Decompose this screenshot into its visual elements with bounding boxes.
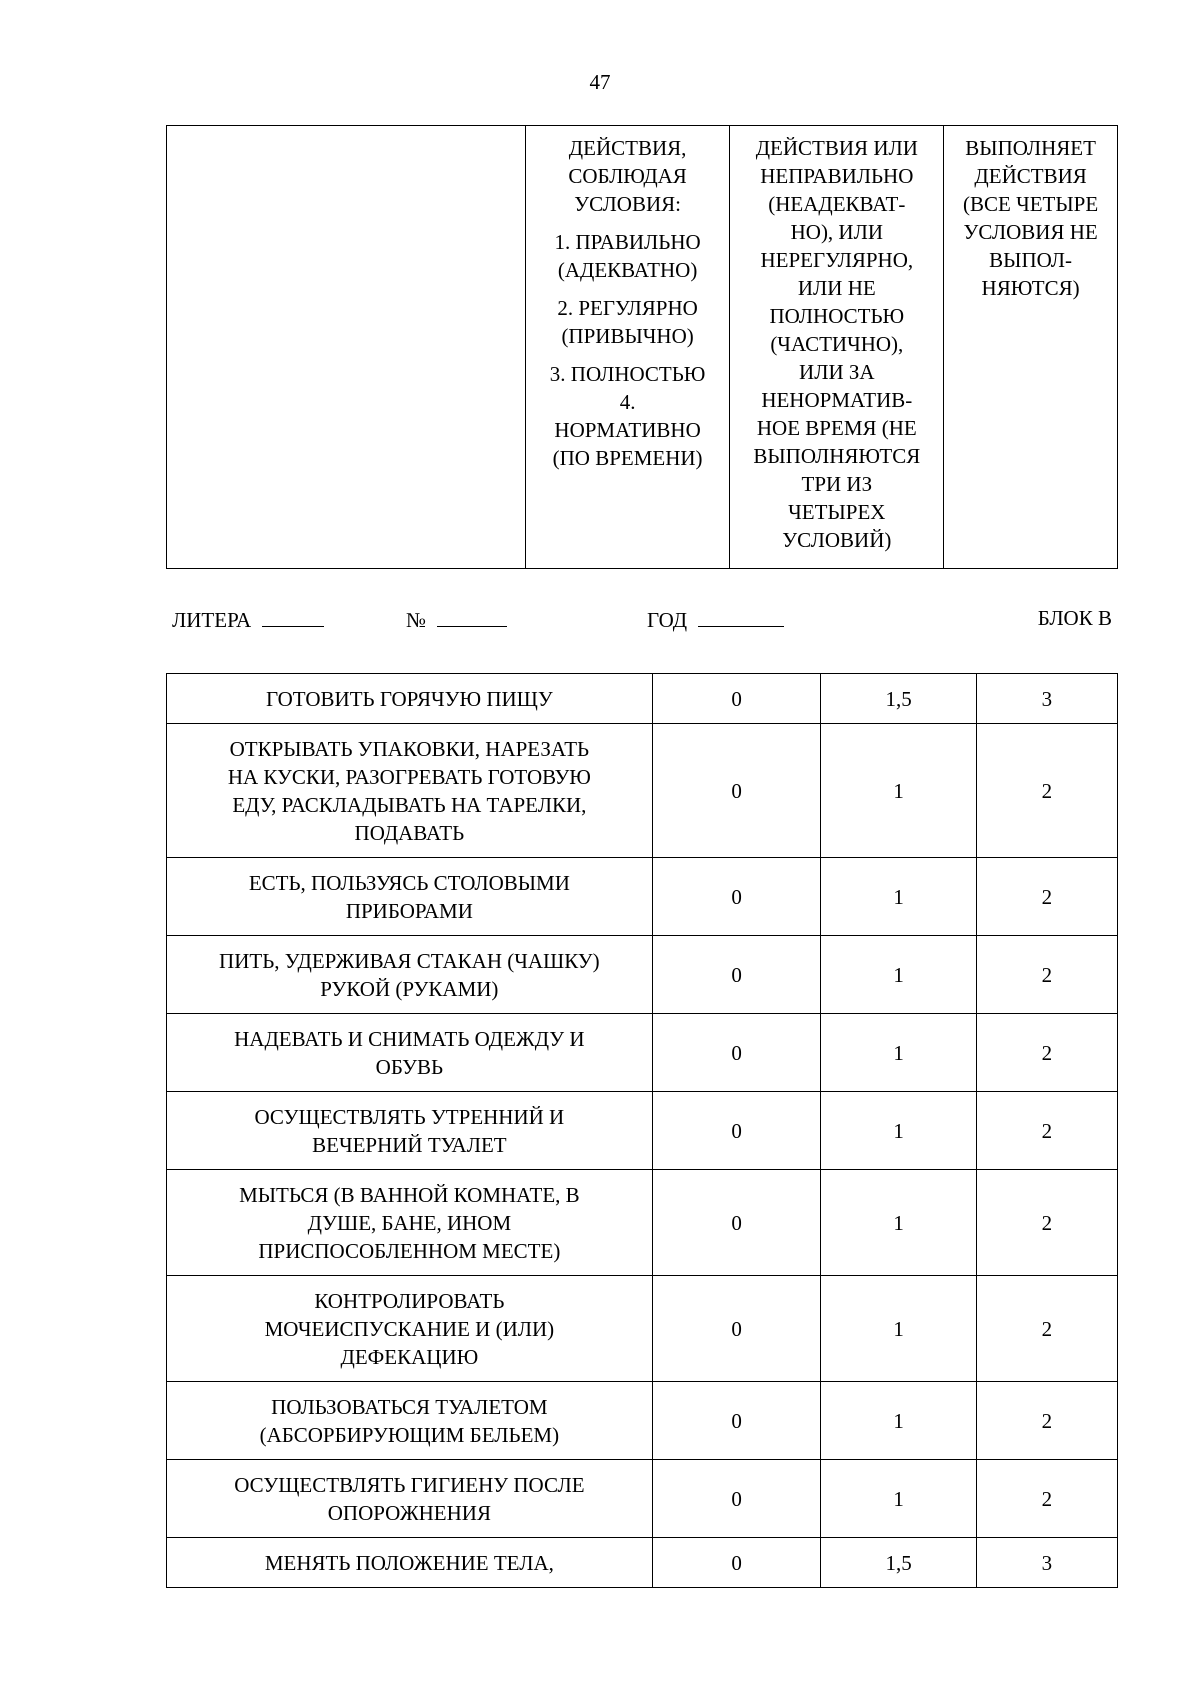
activity-line: ПРИБОРАМИ [345, 898, 473, 923]
score-cell-partial: 1 [821, 936, 976, 1014]
header-line: ВЫПОЛНЯЕТ [965, 136, 1096, 160]
condition-line: (АДЕКВАТНО) [557, 258, 698, 282]
litera-blank [262, 606, 324, 627]
score-cell-full: 0 [652, 724, 821, 858]
activity-line: КОНТРОЛИРОВАТЬ [314, 1288, 505, 1313]
score-cell-none: 2 [976, 1014, 1117, 1092]
activity-line: ОСУЩЕСТВЛЯТЬ УТРЕННИЙ И [254, 1104, 565, 1129]
score-cell-none: 2 [976, 1092, 1117, 1170]
activity-cell [167, 1014, 653, 1092]
condition-line: 4. [619, 390, 636, 414]
table-row [167, 1382, 1118, 1460]
header-line: ВЫПОЛ- [989, 248, 1073, 272]
activity-line: ЕСТЬ, ПОЛЬЗУЯСЬ СТОЛОВЫМИ [248, 870, 570, 895]
activity-cell [167, 936, 653, 1014]
table-row [167, 1092, 1118, 1170]
activity-cell [167, 1460, 653, 1538]
activity-cell [167, 1382, 653, 1460]
score-cell-none: 3 [976, 1538, 1117, 1588]
score-cell-partial: 1 [821, 1170, 976, 1276]
activity-line: ПОДАВАТЬ [354, 820, 465, 845]
number-field [406, 606, 507, 633]
score-cell-partial: 1,5 [821, 674, 976, 724]
activity-line: ВЕЧЕРНИЙ ТУАЛЕТ [312, 1132, 507, 1157]
activity-line: ОПОРОЖНЕНИЯ [327, 1500, 491, 1525]
activity-cell [167, 724, 653, 858]
score-cell-full: 0 [652, 1170, 821, 1276]
header-line: (ВСЕ ЧЕТЫРЕ [962, 192, 1099, 216]
header-line: ПОЛНОСТЬЮ [769, 304, 905, 328]
score-cell-partial: 1 [821, 1092, 976, 1170]
activity-line: ДУШЕ, БАНЕ, ИНОМ [307, 1210, 512, 1235]
activity-line: ПОЛЬЗОВАТЬСЯ ТУАЛЕТОМ [271, 1394, 548, 1419]
activity-line: НА КУСКИ, РАЗОГРЕВАТЬ ГОТОВУЮ [227, 764, 591, 789]
table-row [167, 1014, 1118, 1092]
table-row [167, 1276, 1118, 1382]
score-cell-partial: 1 [821, 1382, 976, 1460]
score-cell-none: 2 [976, 1276, 1117, 1382]
activity-line: МЫТЬСЯ (В ВАННОЙ КОМНАТЕ, В [239, 1182, 580, 1207]
header-line: ИЛИ НЕ [797, 276, 876, 300]
score-cell-full: 0 [652, 1092, 821, 1170]
score-cell-none: 2 [976, 858, 1117, 936]
header-line: НЕРЕГУЛЯРНО, [760, 248, 914, 272]
activity-line: ПРИСПОСОБЛЕННОМ МЕСТЕ) [258, 1238, 561, 1263]
table-row [167, 1460, 1118, 1538]
activity-line: ПИТЬ, УДЕРЖИВАЯ СТАКАН (ЧАШКУ) [219, 948, 600, 973]
header-line: НО), ИЛИ [790, 220, 884, 244]
block-label: БЛОК В [1037, 606, 1112, 630]
header-line: УСЛОВИЯ НЕ [963, 220, 1098, 244]
score-cell-partial: 1 [821, 1014, 976, 1092]
header-line: ИЛИ ЗА [799, 360, 875, 384]
table-row [167, 724, 1118, 858]
score-cell-full: 0 [652, 858, 821, 936]
header-cell-partial [730, 126, 944, 569]
activity-line: РУКОЙ (РУКАМИ) [320, 976, 499, 1001]
score-cell-partial: 1 [821, 724, 976, 858]
table-row [167, 674, 1118, 724]
score-cell-partial: 1,5 [821, 1538, 976, 1588]
table-row [167, 858, 1118, 936]
activity-cell [167, 1170, 653, 1276]
number-blank [437, 606, 507, 627]
header-line: (ЧАСТИЧНО), [770, 332, 904, 356]
score-cell-none: 2 [976, 724, 1117, 858]
activity-cell [167, 858, 653, 936]
header-cell-none [944, 126, 1118, 569]
year-label: ГОД [647, 608, 688, 632]
activity-line: ГОТОВИТЬ ГОРЯЧУЮ ПИЩУ [266, 686, 553, 711]
litera-label: ЛИТЕРА [172, 608, 252, 632]
activity-line: (АБСОРБИРУЮЩИМ БЕЛЬЕМ) [259, 1422, 560, 1447]
activity-cell [167, 1092, 653, 1170]
condition-line: НОРМАТИВНО [554, 418, 701, 442]
score-table [166, 673, 1118, 1588]
activity-cell [167, 1538, 653, 1588]
score-cell-none: 2 [976, 1170, 1117, 1276]
header-cell-empty [167, 126, 526, 569]
score-cell-full: 0 [652, 1276, 821, 1382]
header-cell-conditions [525, 126, 730, 569]
header-table [166, 125, 1118, 569]
activity-line: ОСУЩЕСТВЛЯТЬ ГИГИЕНУ ПОСЛЕ [234, 1472, 585, 1497]
condition-line: (ПО ВРЕМЕНИ) [552, 446, 703, 470]
score-cell-full: 0 [652, 1382, 821, 1460]
header-line: ДЕЙСТВИЯ, [568, 136, 687, 160]
page-number: 47 [589, 70, 611, 94]
header-line: ТРИ ИЗ [801, 472, 873, 496]
header-line: ДЕЙСТВИЯ [974, 164, 1087, 188]
number-label: № [406, 608, 427, 632]
activity-line: ОБУВЬ [375, 1054, 444, 1079]
table-row [167, 1538, 1118, 1588]
header-line: ВЫПОЛНЯЮТСЯ [753, 444, 921, 468]
header-line: НЕНОРМАТИВ- [761, 388, 913, 412]
score-cell-none: 2 [976, 1460, 1117, 1538]
score-cell-none: 2 [976, 1382, 1117, 1460]
header-line: СОБЛЮДАЯ [568, 164, 687, 188]
form-info-row [172, 606, 1112, 636]
activity-line: НАДЕВАТЬ И СНИМАТЬ ОДЕЖДУ И [234, 1026, 585, 1051]
table-row [167, 1170, 1118, 1276]
score-cell-full: 0 [652, 674, 821, 724]
header-line: ДЕЙСТВИЯ ИЛИ [755, 136, 918, 160]
activity-line: ДЕФЕКАЦИЮ [340, 1344, 479, 1369]
score-cell-partial: 1 [821, 1276, 976, 1382]
activity-line: ОТКРЫВАТЬ УПАКОВКИ, НАРЕЗАТЬ [229, 736, 590, 761]
table-row [167, 936, 1118, 1014]
score-cell-partial: 1 [821, 858, 976, 936]
score-cell-full: 0 [652, 1460, 821, 1538]
header-line: НЕПРАВИЛЬНО [760, 164, 914, 188]
condition-line: (ПРИВЫЧНО) [561, 324, 694, 348]
score-cell-none: 2 [976, 936, 1117, 1014]
header-line: ЧЕТЫРЕХ [788, 500, 886, 524]
year-field [647, 606, 784, 633]
condition-line: 1. ПРАВИЛЬНО [554, 230, 701, 254]
condition-line: 2. РЕГУЛЯРНО [557, 296, 698, 320]
score-cell-full: 0 [652, 1538, 821, 1588]
score-cell-full: 0 [652, 1014, 821, 1092]
header-table-row [167, 126, 1118, 569]
header-line: НОЕ ВРЕМЯ (НЕ [756, 416, 917, 440]
activity-cell [167, 1276, 653, 1382]
header-line: НЯЮТСЯ) [981, 276, 1080, 300]
year-blank [698, 606, 784, 627]
activity-line: ЕДУ, РАСКЛАДЫВАТЬ НА ТАРЕЛКИ, [232, 792, 587, 817]
score-cell-full: 0 [652, 936, 821, 1014]
header-line: (НЕАДЕКВАТ- [768, 192, 906, 216]
header-line: УСЛОВИЙ) [782, 528, 892, 552]
score-cell-none: 3 [976, 674, 1117, 724]
activity-line: МОЧЕИСПУСКАНИЕ И (ИЛИ) [264, 1316, 555, 1341]
activity-cell [167, 674, 653, 724]
score-cell-partial: 1 [821, 1460, 976, 1538]
header-line: УСЛОВИЯ: [574, 192, 681, 216]
activity-line: МЕНЯТЬ ПОЛОЖЕНИЕ ТЕЛА, [264, 1550, 554, 1575]
condition-line: 3. ПОЛНОСТЬЮ [549, 362, 706, 386]
litera-field [172, 606, 324, 633]
